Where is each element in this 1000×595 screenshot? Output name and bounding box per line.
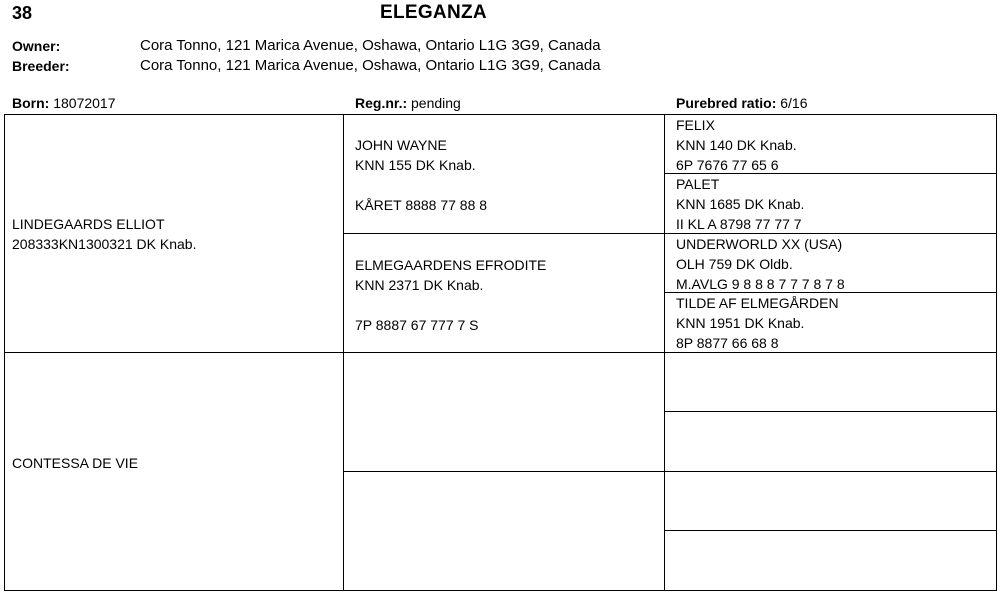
owner-value: Cora Tonno, 121 Marica Avenue, Oshawa, Ontario L1G 3G9, Canada [140,37,601,54]
sd-dam-name: TILDE AF ELMEGÅRDEN [676,295,839,311]
grid-row-col3-5 [664,411,997,412]
sd-dam-reg: KNN 1951 DK Knab. [676,315,805,331]
sire-dam-extra: 7P 8887 67 777 7 S [355,317,479,333]
sd-sire-cell [676,234,845,294]
sire-sire-extra: KÅRET 8888 77 88 8 [355,197,488,213]
purebred-ratio-value: 6/16 [780,95,808,111]
dam-cell [12,453,138,473]
grid-row-col3-6 [664,471,997,472]
sd-sire-name: UNDERWORLD XX (USA) [676,236,843,252]
purebred-ratio-field [676,95,808,111]
sire-reg: 208333KN1300321 DK Knab. [12,236,197,252]
dam-name: CONTESSA DE VIE [12,455,139,471]
sire-dam-cell [355,255,546,335]
sd-dam-cell [676,293,839,353]
ss-sire-name: FELIX [676,117,715,133]
grid-row-col2-mid [343,352,665,353]
grid-row-col2-q3 [343,471,665,472]
grid-row-col2-q1 [343,233,665,234]
sd-sire-reg: OLH 759 DK Oldb. [676,256,793,272]
born-field [12,95,116,111]
sire-sire-name: JOHN WAYNE [355,137,447,153]
purebred-ratio-label: Purebred ratio: [676,95,777,111]
ss-sire-extra: 6P 7676 77 65 6 [676,157,779,173]
sire-sire-cell [355,135,487,215]
ss-dam-cell [676,174,804,234]
sire-dam-name: ELMEGAARDENS EFRODITE [355,257,547,273]
breeder-label: Breeder: [12,58,70,74]
grid-border-top [4,114,997,115]
regnr-label: Reg.nr.: [355,95,408,111]
grid-row-col1-mid [4,352,344,353]
ss-dam-extra: II KL A 8798 77 77 7 [676,216,802,232]
sire-cell [12,214,196,254]
born-value: 18072017 [53,95,116,111]
regnr-field [355,95,461,111]
grid-row-col3-7 [664,530,997,531]
grid-border-bottom [4,590,997,591]
sd-sire-extra: M.AVLG 9 8 8 8 7 7 7 8 7 8 [676,276,845,292]
regnr-value: pending [411,95,461,111]
sire-dam-reg: KNN 2371 DK Knab. [355,277,484,293]
sire-name: LINDEGAARDS ELLIOT [12,216,165,232]
born-label: Born: [12,95,50,111]
breeder-value: Cora Tonno, 121 Marica Avenue, Oshawa, Ontario L1G 3G9, Canada [140,57,601,74]
ss-sire-reg: KNN 140 DK Knab. [676,137,797,153]
owner-label: Owner: [12,38,61,54]
ss-sire-cell [676,115,797,175]
sire-sire-reg: KNN 155 DK Knab. [355,157,476,173]
entry-number: 38 [12,3,33,23]
ss-dam-reg: KNN 1685 DK Knab. [676,196,805,212]
horse-name-title: ELEGANZA [380,2,487,23]
sd-dam-extra: 8P 8877 66 68 8 [676,335,779,351]
ss-dam-name: PALET [676,176,720,192]
